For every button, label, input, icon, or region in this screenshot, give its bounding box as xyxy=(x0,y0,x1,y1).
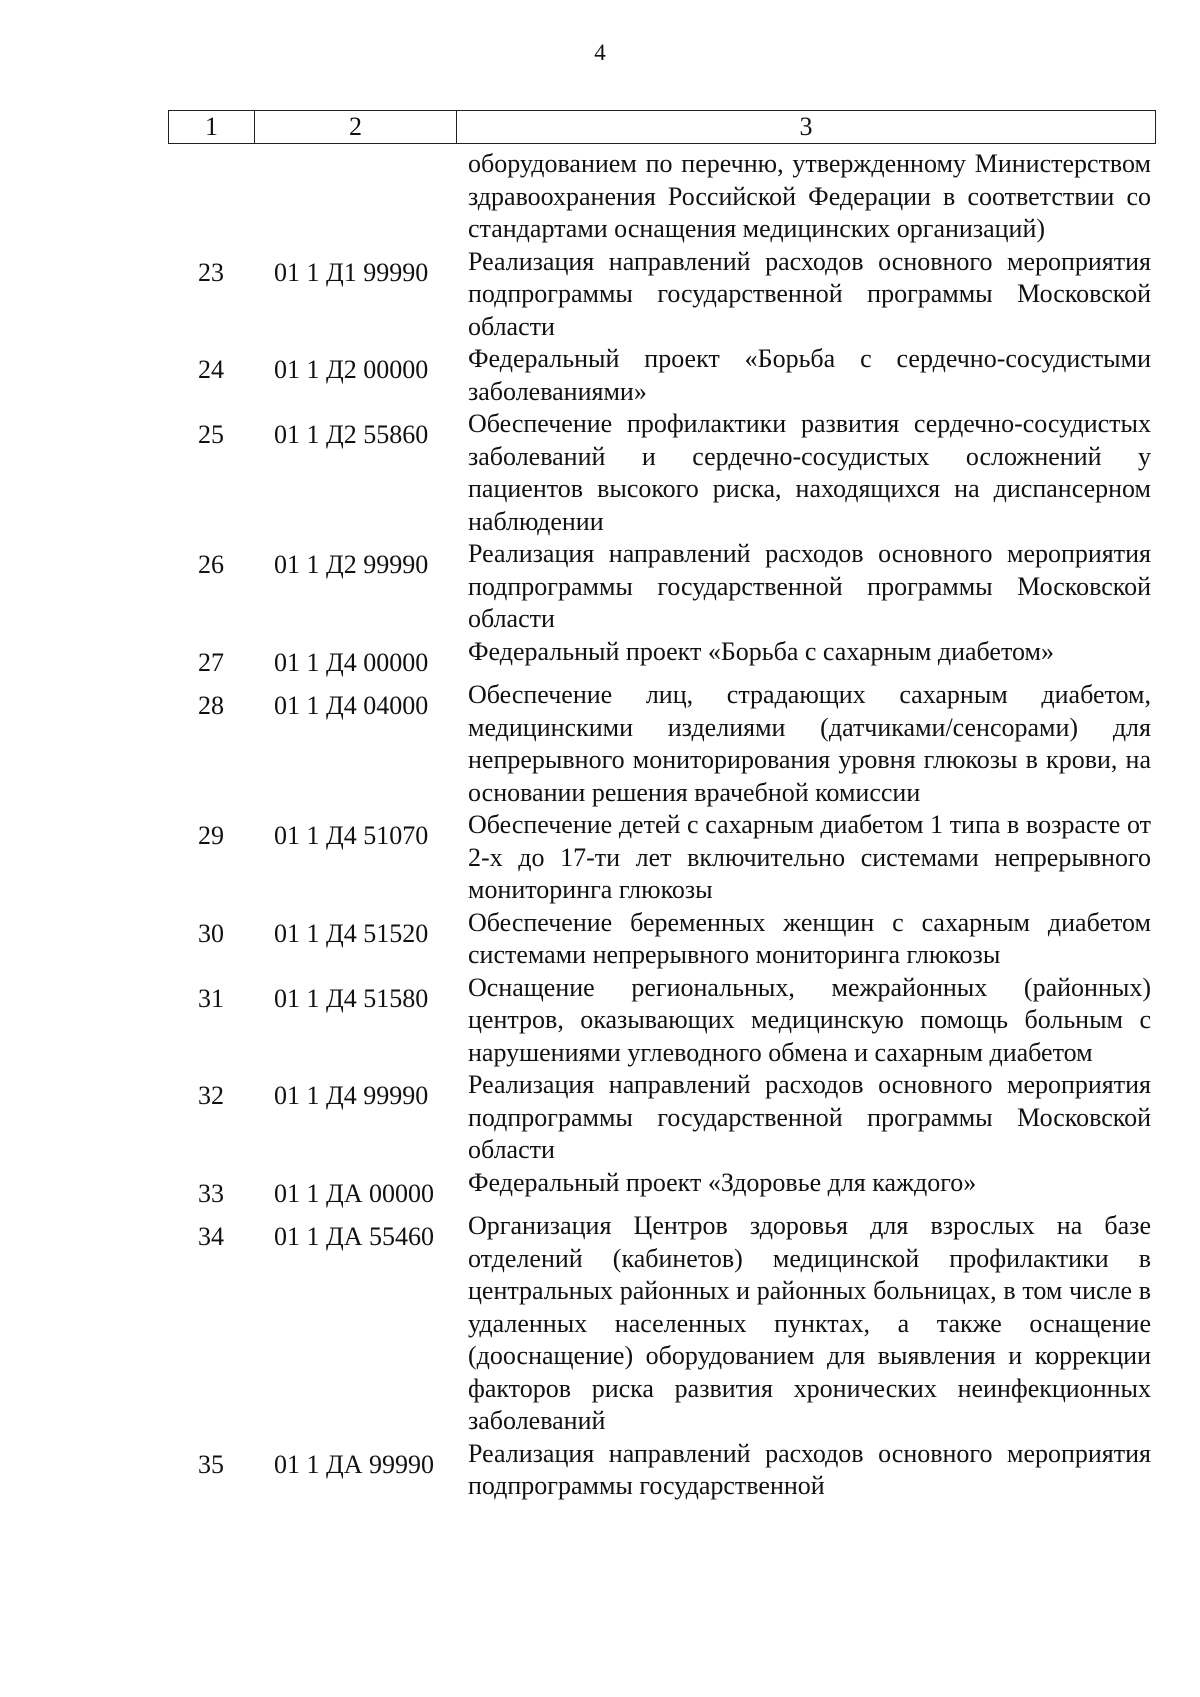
row-text: Реализация направлений расходов основного мероприятия подпрограммы государственной программы Московской области xyxy=(468,1070,1151,1164)
table-row xyxy=(168,1438,1158,1503)
row-code: 01 1 Д4 51580 xyxy=(274,983,429,1013)
row-code: 01 1 Д2 00000 xyxy=(274,355,429,384)
row-number: 29 xyxy=(198,821,224,850)
row-code: 01 1 Д4 51070 xyxy=(274,821,429,850)
row-code: 01 1 ДА 00000 xyxy=(274,1178,435,1208)
row-code: 01 1 Д4 51520 xyxy=(274,918,429,948)
row-code: 01 1 ДА 99990 xyxy=(274,1449,435,1479)
table-body xyxy=(168,148,1158,1503)
row-text: Оснащение региональных, межрайонных (районных) центров, оказывающих медицинскую помощь больным с нарушениями углеводного обмена и сахарным диабетом xyxy=(468,972,1151,1067)
row-text: оборудованием по перечню, утвержденному Министерством здравоохранения Российской Федерации в соответствии со стандартами оснащения медицинских организаций) xyxy=(468,149,1151,243)
row-code: 01 1 ДА 55460 xyxy=(274,1222,435,1251)
row-code: 01 1 Д2 99990 xyxy=(274,550,429,579)
table-row xyxy=(168,1210,1158,1438)
row-number: 34 xyxy=(198,1222,224,1251)
header-col-2: 2 xyxy=(255,111,457,143)
row-code: 01 1 Д4 04000 xyxy=(274,691,429,720)
header-col-1: 1 xyxy=(169,111,255,143)
row-code: 01 1 Д2 55860 xyxy=(274,420,429,449)
row-number: 28 xyxy=(198,691,224,720)
table-row xyxy=(168,1069,1158,1167)
page-number: 4 xyxy=(594,40,606,65)
row-number: 26 xyxy=(198,550,224,579)
row-number: 35 xyxy=(198,1449,224,1479)
row-code: 01 1 Д4 99990 xyxy=(274,1081,429,1110)
table-row xyxy=(168,538,1158,636)
row-number: 31 xyxy=(198,983,224,1013)
row-text: Обеспечение профилактики развития сердечно-сосудистых заболеваний и сердечно-сосудистых осложнений у пациентов высокого риска, находящихся на диспансерном наблюдении xyxy=(468,409,1151,536)
table-row xyxy=(168,809,1158,907)
header-col-3: 3 xyxy=(799,112,813,141)
row-number: 33 xyxy=(198,1178,224,1208)
row-code xyxy=(254,148,456,246)
table-row xyxy=(168,408,1158,538)
row-text: Реализация направлений расходов основного мероприятия подпрограммы государственной программы Московской области xyxy=(468,246,1151,341)
table-row xyxy=(168,907,1158,972)
row-text: Организация Центров здоровья для взрослых на базе отделений (кабинетов) медицинской профилактики в центральных районных и районных больницах, в том числе в удаленных населенных пунктах, а также оснащение (дооснащение) оборудованием для выявления и коррекции факторов риска развития хронических неинфекционных заболеваний xyxy=(468,1211,1151,1435)
row-text: Обеспечение беременных женщин с сахарным диабетом системами непрерывного мониторинга глюкозы xyxy=(468,907,1151,969)
table-row xyxy=(168,343,1158,408)
row-number: 32 xyxy=(198,1081,224,1110)
table-row xyxy=(168,1167,1158,1211)
table-row xyxy=(168,246,1158,344)
row-number: 30 xyxy=(198,918,224,948)
row-text: Реализация направлений расходов основного мероприятия подпрограммы государственной xyxy=(468,1438,1151,1500)
row-text: Обеспечение лиц, страдающих сахарным диабетом, медицинскими изделиями (датчиками/сенсорами) для непрерывного мониторирования уровня глюкозы в крови, на основании решения врачебной комиссии xyxy=(468,680,1151,807)
row-text: Федеральный проект «Борьба с сахарным диабетом» xyxy=(468,636,1054,666)
row-number: 23 xyxy=(198,257,224,287)
table-row xyxy=(168,679,1158,809)
row-number: 24 xyxy=(198,355,224,384)
row-number xyxy=(168,148,254,246)
table-row xyxy=(168,972,1158,1070)
row-text: Федеральный проект «Борьба с сердечно-сосудистыми заболеваниями» xyxy=(468,344,1151,406)
table-row xyxy=(168,636,1158,680)
table-header xyxy=(168,110,1156,144)
row-number: 25 xyxy=(198,420,224,449)
table-row xyxy=(168,148,1158,246)
row-text: Реализация направлений расходов основного мероприятия подпрограммы государственной программы Московской области xyxy=(468,539,1151,633)
row-code: 01 1 Д1 99990 xyxy=(274,257,429,287)
row-code: 01 1 Д4 00000 xyxy=(274,647,429,677)
row-number: 27 xyxy=(198,647,224,677)
row-text: Обеспечение детей с сахарным диабетом 1 типа в возрасте от 2-х до 17-ти лет включительно системами непрерывного мониторинга глюкозы xyxy=(468,810,1151,904)
row-text: Федеральный проект «Здоровье для каждого» xyxy=(468,1167,977,1197)
